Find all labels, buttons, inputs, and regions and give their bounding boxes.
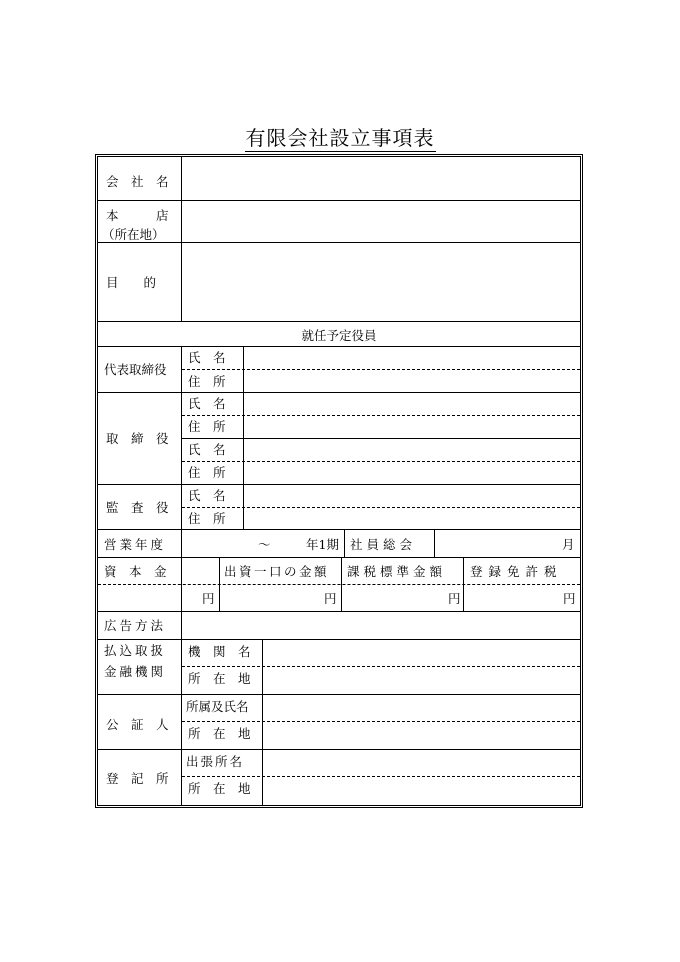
rep-director-label: 代表取締役 <box>104 362 167 377</box>
registry-location-field[interactable] <box>263 777 580 805</box>
license-tax-yen: 円 <box>563 591 576 606</box>
row-divider <box>98 321 580 322</box>
payment-bank-label-2: 金融機関 <box>104 664 167 679</box>
director-1-name-label: 氏 名 <box>188 396 226 411</box>
head-office-sub-label: （所在地） <box>102 227 165 242</box>
registry-label: 登 記 所 <box>106 771 169 786</box>
director-2-name-field[interactable] <box>244 439 580 461</box>
bank-location-label: 所 在 地 <box>188 671 251 686</box>
director-1-address-label: 住 所 <box>188 419 226 434</box>
month-unit: 月 <box>562 537 575 552</box>
auditor-address-field[interactable] <box>244 508 580 529</box>
notary-name-field[interactable] <box>263 695 580 721</box>
ad-method-label: 広告方法 <box>104 618 167 633</box>
director-2-address-label: 住 所 <box>188 465 226 480</box>
branch-name-label: 出張所名 <box>186 754 245 769</box>
director-1-name-field[interactable] <box>244 393 580 415</box>
director-1-address-field[interactable] <box>244 416 580 438</box>
fiscal-period: 年1期 <box>306 537 339 552</box>
cell-divider <box>344 529 345 557</box>
rep-director-address-field[interactable] <box>244 370 580 392</box>
branch-name-field[interactable] <box>263 750 580 776</box>
director-2-name-label: 氏 名 <box>188 442 226 457</box>
tax-base-yen: 円 <box>448 591 461 606</box>
institution-name-field[interactable] <box>263 640 580 666</box>
auditor-name-field[interactable] <box>244 485 580 507</box>
contribution-label: 出資一口の金額 <box>224 564 330 579</box>
company-name-label: 会 社 名 <box>106 174 169 189</box>
contribution-field[interactable] <box>220 585 341 611</box>
row-divider <box>98 557 580 558</box>
fiscal-tilde: 〜 <box>258 537 271 552</box>
contribution-yen: 円 <box>324 591 337 606</box>
tax-base-field[interactable] <box>342 585 463 611</box>
general-meeting-month-field[interactable] <box>435 530 580 557</box>
ad-method-field[interactable] <box>182 612 580 639</box>
purpose-label: 目 的 <box>106 275 157 290</box>
auditor-name-label: 氏 名 <box>188 488 226 503</box>
rep-director-address-label: 住 所 <box>188 374 226 389</box>
registry-location-label: 所 在 地 <box>188 781 251 796</box>
bank-location-field[interactable] <box>263 667 580 694</box>
capital-yen: 円 <box>202 591 215 606</box>
rep-director-name-label: 氏 名 <box>188 350 226 365</box>
auditor-address-label: 住 所 <box>188 511 226 526</box>
director-label: 取 締 役 <box>106 431 169 446</box>
license-tax-label: 登録免許税 <box>470 564 563 579</box>
capital-label: 資 本 金 <box>104 564 167 579</box>
director-2-address-field[interactable] <box>244 462 580 484</box>
institution-name-label: 機 関 名 <box>188 644 251 659</box>
notary-location-field[interactable] <box>263 722 580 749</box>
head-office-field[interactable] <box>182 201 580 242</box>
notary-location-label: 所 在 地 <box>188 726 251 741</box>
affiliation-name-label: 所属及氏名 <box>186 699 249 714</box>
general-meeting-label: 社員総会 <box>350 537 417 552</box>
auditor-label: 監 査 役 <box>106 500 169 515</box>
head-office-label: 本 店 <box>106 208 169 223</box>
notary-label: 公 証 人 <box>106 717 169 732</box>
capital-field[interactable] <box>98 585 219 611</box>
purpose-field[interactable] <box>182 243 580 321</box>
fiscal-year-label: 営業年度 <box>104 537 167 552</box>
officers-header: 就任予定役員 <box>301 328 377 343</box>
fiscal-year-field[interactable] <box>182 530 342 557</box>
tax-base-label: 課税標準金額 <box>347 564 447 579</box>
payment-bank-label-1: 払込取扱 <box>104 643 167 658</box>
company-name-field[interactable] <box>182 157 580 200</box>
form-table <box>95 154 583 808</box>
rep-director-name-field[interactable] <box>244 347 580 369</box>
document-title: 有限会社設立事項表 <box>245 126 435 150</box>
